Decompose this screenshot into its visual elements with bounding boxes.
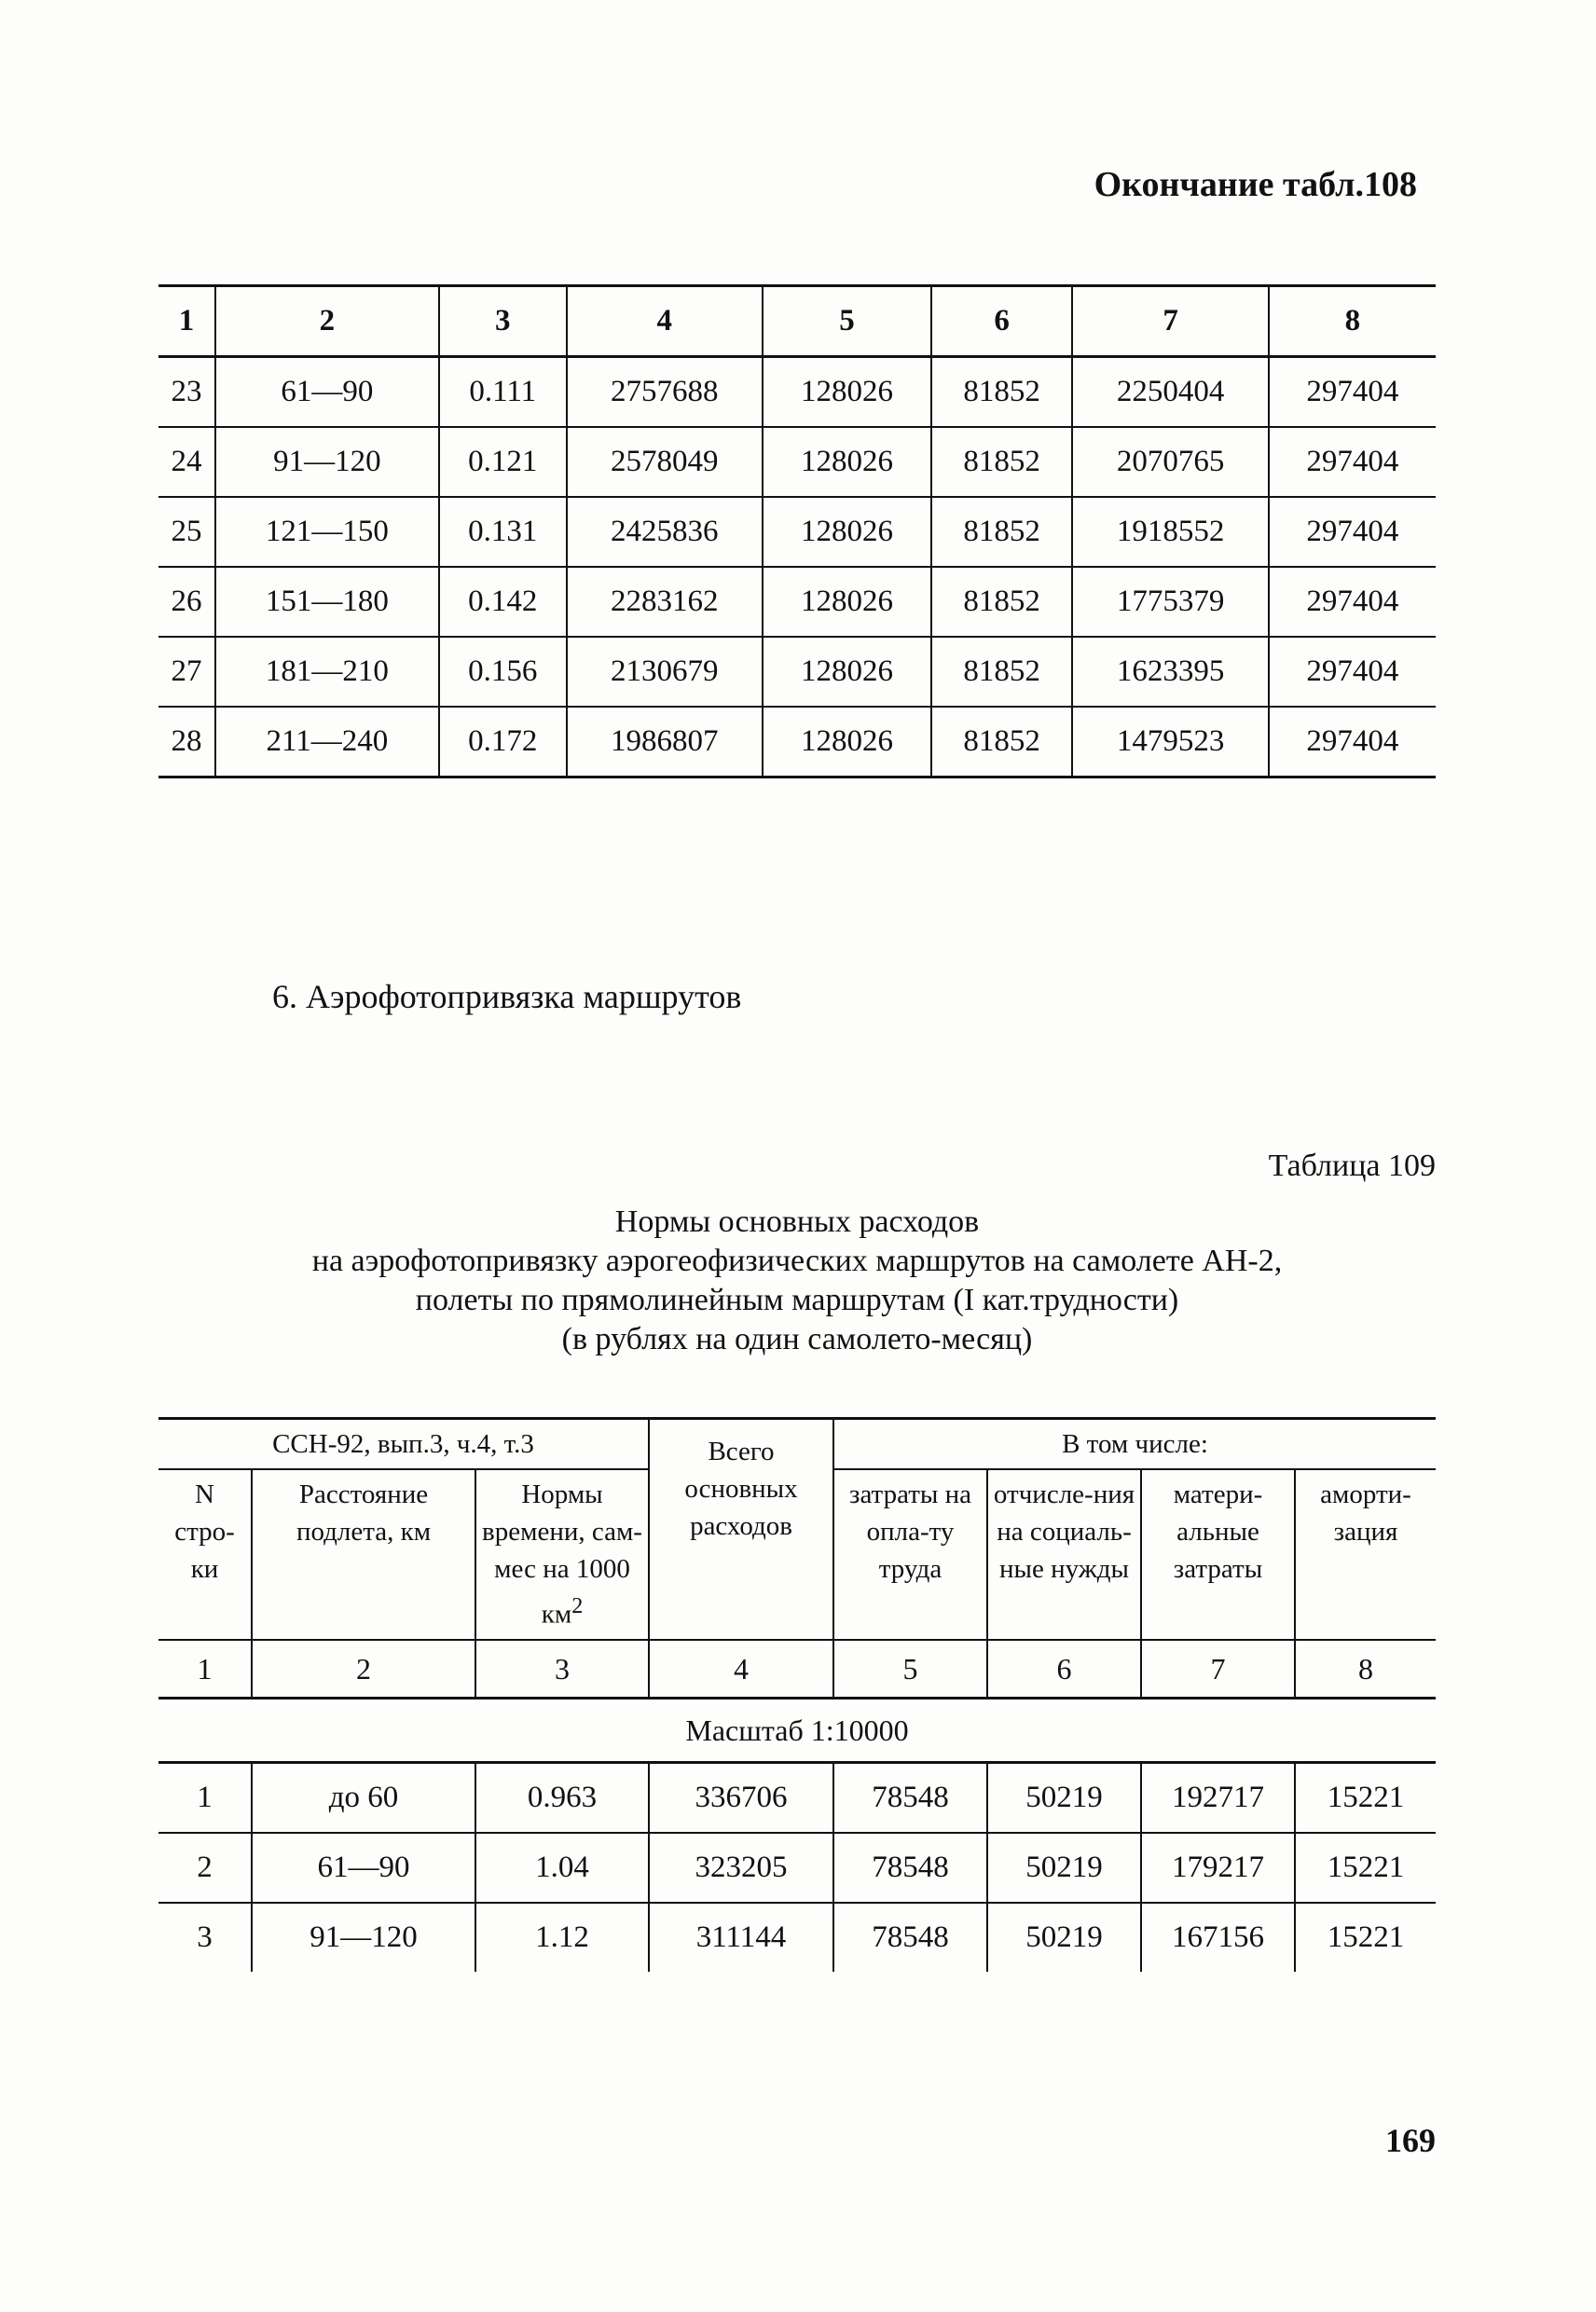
column-numbers-row [158, 1640, 1436, 1699]
table-cell: 81852 [931, 357, 1072, 428]
column-number-cell: 5 [833, 1640, 987, 1699]
table-cell: 1.12 [475, 1903, 649, 1972]
title-line: на аэрофотопривязку аэрогеофизических маршрутов на самолете АН-2, [311, 1244, 1283, 1278]
section-heading: 6. Аэрофотопривязка маршрутов [272, 978, 742, 1015]
table-cell: 2578049 [567, 427, 763, 497]
column-number-cell: 7 [1141, 1640, 1295, 1699]
column-number-cell: 3 [439, 286, 567, 357]
header-social-contributions: отчисле-ния на социаль-ные нужды [987, 1469, 1141, 1640]
table-cell: 2070765 [1072, 427, 1268, 497]
table-cell: 128026 [763, 497, 931, 567]
table-cell: 81852 [931, 637, 1072, 707]
table-cell: 15221 [1295, 1762, 1436, 1833]
scale-row [158, 1698, 1436, 1762]
column-number-cell: 4 [649, 1640, 833, 1699]
header-time-norms-superscript: 2 [571, 1593, 584, 1618]
table-cell: 297404 [1269, 497, 1436, 567]
table-cell: 151—180 [215, 567, 439, 637]
continuation-title: Окончание табл.108 [1094, 165, 1417, 204]
table-cell: 128026 [763, 567, 931, 637]
table-row [158, 1762, 1436, 1833]
table-cell: 50219 [987, 1762, 1141, 1833]
table-cell: 0.121 [439, 427, 567, 497]
table-cell: 91—120 [252, 1903, 475, 1972]
table-row [158, 1833, 1436, 1903]
table-cell: 23 [158, 357, 215, 428]
table-cell: 167156 [1141, 1903, 1295, 1972]
table-cell: 0.111 [439, 357, 567, 428]
column-number-cell: 8 [1295, 1640, 1436, 1699]
header-group-including: В том числе: [833, 1419, 1436, 1470]
table-cell: 128026 [763, 707, 931, 778]
column-number-cell: 7 [1072, 286, 1268, 357]
table-cell: 297404 [1269, 567, 1436, 637]
table-cell: 24 [158, 427, 215, 497]
table-row [158, 1903, 1436, 1972]
table-cell: 81852 [931, 707, 1072, 778]
header-total-expenses: Всего основных расходов [649, 1419, 833, 1640]
table-cell: 181—210 [215, 637, 439, 707]
column-number-cell: 2 [215, 286, 439, 357]
table-cell: до 60 [252, 1762, 475, 1833]
table-row [158, 637, 1436, 707]
header-amortization: аморти-зация [1295, 1469, 1436, 1640]
table-header-row [158, 286, 1436, 357]
header-group-ssn: ССН-92, вып.3, ч.4, т.3 [158, 1419, 649, 1470]
table-cell: 336706 [649, 1762, 833, 1833]
table-cell: 81852 [931, 427, 1072, 497]
table-cell: 323205 [649, 1833, 833, 1903]
column-number-cell: 6 [987, 1640, 1141, 1699]
column-number-cell: 8 [1269, 286, 1436, 357]
table-cell: 297404 [1269, 357, 1436, 428]
table-cell: 297404 [1269, 637, 1436, 707]
table-cell: 1986807 [567, 707, 763, 778]
table-cell: 297404 [1269, 427, 1436, 497]
table-row [158, 707, 1436, 778]
table-cell: 1479523 [1072, 707, 1268, 778]
table-cell: 128026 [763, 637, 931, 707]
table-cell: 15221 [1295, 1903, 1436, 1972]
page-number: 169 [1385, 2122, 1436, 2159]
table-cell: 1623395 [1072, 637, 1268, 707]
column-number-cell: 2 [252, 1640, 475, 1699]
table-cell: 128026 [763, 427, 931, 497]
table-cell: 311144 [649, 1903, 833, 1972]
table-cell: 1 [158, 1762, 252, 1833]
column-number-cell: 3 [475, 1640, 649, 1699]
table-number: Таблица 109 [1268, 1149, 1436, 1183]
table-row [158, 567, 1436, 637]
scale-label: Масштаб 1:10000 [158, 1698, 1436, 1762]
column-number-cell: 1 [158, 286, 215, 357]
table-cell: 28 [158, 707, 215, 778]
table-cell: 78548 [833, 1833, 987, 1903]
header-distance: Расстояние подлета, км [252, 1469, 475, 1640]
table-108-continuation [158, 284, 1436, 778]
table-cell: 179217 [1141, 1833, 1295, 1903]
table-cell: 297404 [1269, 707, 1436, 778]
table-cell: 15221 [1295, 1833, 1436, 1903]
table-cell: 3 [197, 1920, 213, 1955]
title-line: Нормы основных расходов [614, 1204, 980, 1239]
header-time-norms-text: Нормы времени, сам-мес на 1000 км [482, 1479, 642, 1630]
header-row-number: N стро-ки [174, 1479, 235, 1584]
table-cell: 1918552 [1072, 497, 1268, 567]
table-cell: 78548 [833, 1903, 987, 1972]
table-cell: 192717 [1141, 1762, 1295, 1833]
table-cell: 0.156 [439, 637, 567, 707]
table-row [158, 497, 1436, 567]
table-cell: 91—120 [215, 427, 439, 497]
table-cell: 50219 [987, 1903, 1141, 1972]
table-row [158, 357, 1436, 428]
table-cell: 2283162 [567, 567, 763, 637]
table-cell: 26 [158, 567, 215, 637]
table-cell: 0.963 [475, 1762, 649, 1833]
table-title [158, 1203, 1436, 1359]
table-cell: 0.142 [439, 567, 567, 637]
table-cell: 121—150 [215, 497, 439, 567]
table-cell: 2250404 [1072, 357, 1268, 428]
header-material-costs: матери-альные затраты [1141, 1469, 1295, 1640]
table-cell: 1775379 [1072, 567, 1268, 637]
table-cell: 2 [158, 1833, 252, 1903]
table-cell: 2425836 [567, 497, 763, 567]
table-cell: 27 [158, 637, 215, 707]
table-cell: 78548 [833, 1762, 987, 1833]
column-number-cell: 4 [567, 286, 763, 357]
table-cell: 61—90 [252, 1833, 475, 1903]
table-109 [158, 1417, 1436, 1972]
column-number-cell: 6 [931, 286, 1072, 357]
table-cell: 2757688 [567, 357, 763, 428]
table-cell: 61—90 [215, 357, 439, 428]
title-line: (в рублях на один самолето-месяц) [561, 1322, 1033, 1356]
column-number-cell: 5 [763, 286, 931, 357]
table-cell: 25 [158, 497, 215, 567]
title-line: полеты по прямолинейным маршрутам (I кат.трудности) [415, 1283, 1179, 1317]
table-cell: 1.04 [475, 1833, 649, 1903]
table-cell: 0.131 [439, 497, 567, 567]
table-cell: 2130679 [567, 637, 763, 707]
table-cell: 81852 [931, 567, 1072, 637]
table-cell: 0.172 [439, 707, 567, 778]
table-cell: 50219 [987, 1833, 1141, 1903]
header-time-norms [475, 1469, 649, 1640]
header-labor-costs: затраты на опла-ту труда [833, 1469, 987, 1640]
table-cell: 128026 [763, 357, 931, 428]
table-row [158, 427, 1436, 497]
column-number-cell: 1 [158, 1640, 252, 1699]
table-cell: 211—240 [215, 707, 439, 778]
table-cell: 81852 [931, 497, 1072, 567]
